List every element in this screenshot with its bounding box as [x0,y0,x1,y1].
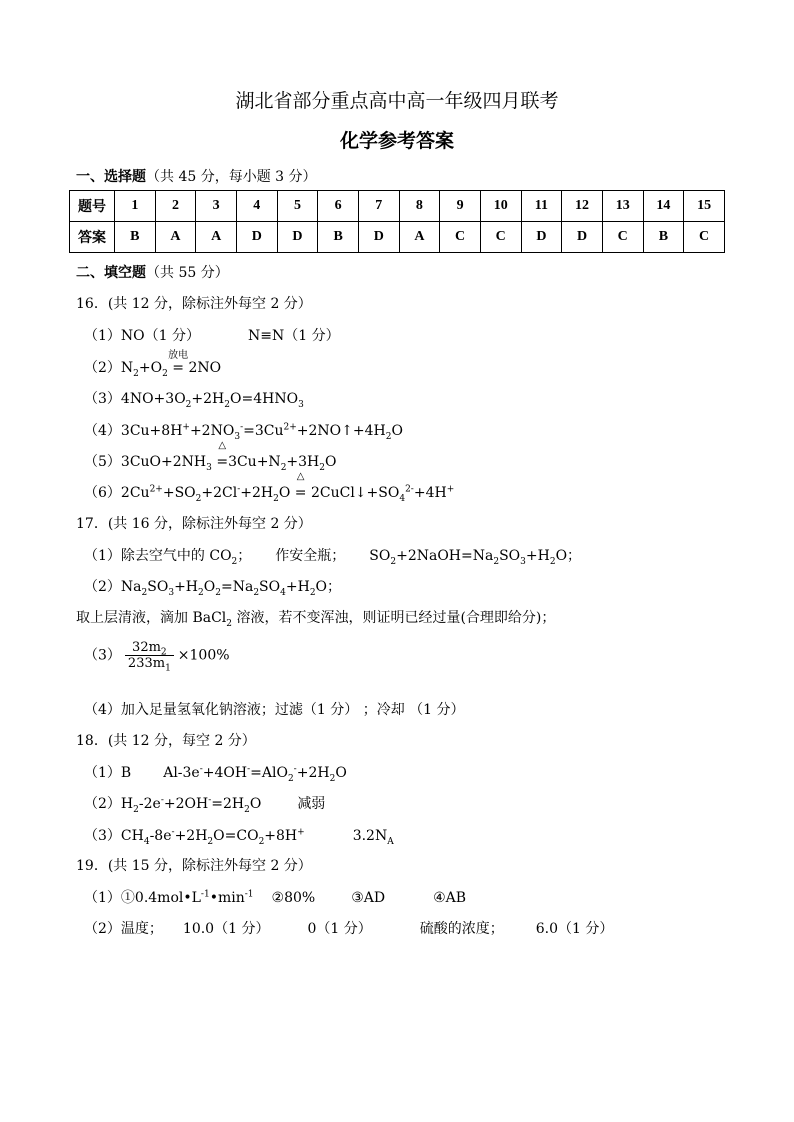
q18-3-right: 3.2N [352,828,388,844]
condition-equals: 放电 = [168,360,189,376]
question-number: 6 [318,191,359,222]
fraction [125,640,174,674]
q16-answer-2: $(2)N_2+O_2$ 放电 = 2NO [84,357,221,377]
q16-heading: 16．(共 12 分，除标注外每空 2 分） [76,296,312,312]
section-choice-title: 一、选择题 [76,169,146,185]
answer-table-row-label: 答案 [70,222,115,253]
q16-answer-3: $(3)4NO+3O_2+2H_2O=4HNO_3$ [84,391,304,410]
fraction-numerator: $32m_2$ [125,640,174,656]
answer-cell: C [480,222,521,253]
heat-symbol: △ [218,440,227,451]
numerator-text: 32m [132,640,161,655]
q19-1-unit2: •min [209,890,245,906]
q17-2-prefix: （2） [84,579,121,595]
answer-cell: A [399,222,440,253]
q18-heading: 18．(共 12 分，每空 2 分） [76,733,256,749]
q17-heading: 17．(共 16 分，除标注外每空 2 分） [76,516,312,532]
q17-1-b: 作安全瓶； [275,548,346,564]
q16-answer-1 [84,325,340,345]
section-fill-title: 二、填空题 [76,265,146,281]
answer-cell: B [643,222,684,253]
question-number: 14 [643,191,684,222]
question-number: 12 [562,191,603,222]
answer-cell: B [318,222,359,253]
answer-cell: D [277,222,318,253]
q19-1-d: ④AB [433,890,467,906]
question-number: 9 [440,191,481,222]
q16-1-right: N≡N（1 分） [248,328,340,344]
q17-3-suffix: ×100% [177,647,230,664]
condition-discharge: 放电 [168,350,189,361]
q17-answer-4: （4）加入足量氢氧化钠溶液；过滤（1 分） ；冷却 （1 分） [84,702,465,718]
section-choice-note: （共 45 分，每小题 3 分） [146,169,317,185]
q16-answer-5: $(5)3CuO+2NH_3$ △ $=3Cu+N_2+3H_2O$ [84,440,337,473]
q19-2-a: （2）温度； [84,921,163,937]
q16-4-prefix: （4） [84,423,121,439]
page-subtitle: 化学参考答案 [339,130,454,152]
answer-cell: A [155,222,196,253]
question-number: 15 [684,191,725,222]
q16-2-prefix: （2） [84,360,121,376]
section-choice-heading [76,166,317,186]
heat-symbol: △ [296,471,305,482]
question-number: 4 [236,191,277,222]
q19-2-c: 0（1 分） [307,921,372,937]
q18-answer-2: $(2)H_2-2e^-+2OH^-=2H_2O$ 减弱 [84,795,326,815]
answer-cell: A [196,222,237,253]
q17-answer-3 [84,640,230,674]
q16-3-prefix: （3） [84,391,121,407]
answer-table-number-row [70,191,725,222]
fraction-denominator: $233m_1$ [127,656,171,674]
section-fill-heading [76,262,229,282]
q16-5-prefix: （5） [84,454,121,470]
question-number: 3 [196,191,237,222]
q19-2-e: 6.0（1 分） [535,921,614,937]
q18-answer-1: （1）B $Al-3e^-+4OH^-=AlO_2^-+2H_2O$ [84,764,347,784]
answer-cell: C [440,222,481,253]
denominator-text: 233m [127,656,166,671]
question-number: 2 [155,191,196,222]
q19-1-b: ②80% [271,890,316,906]
q16-answer-6: $(6)2Cu^{2+}+SO_2+2Cl^-+2H_2O$ △ = $2CuCl↓+SO_4^{2-}+4H^+$ [84,471,455,504]
q19-1-prefix: （1）①0.4mol•L [84,890,201,906]
answer-cell: D [358,222,399,253]
answer-cell: C [684,222,725,253]
question-number: 1 [115,191,156,222]
q18-answer-3: $(3)CH_4-8e^-+2H_2O=CO_2+8H^+$ $3.2N_A$ [84,827,394,847]
q17-answer-1: （1）除去空气中的 $CO_2$； 作安全瓶； $SO_2+2NaOH=Na_2SO_3+H_2O$； [84,548,582,567]
condition-equals: △ = [216,440,229,470]
answer-cell: B [115,222,156,253]
question-number: 10 [480,191,521,222]
q18-2-right: 减弱 [297,796,326,812]
condition-equals: △ = [294,471,307,501]
q16-1-left: （1）NO（1 分） [84,328,200,344]
q17-3-prefix: （3） [84,647,121,664]
q18-1-prefix: （1）B [84,765,132,781]
answer-table-answer-row [70,222,725,253]
q17-answer-2-detail: 取上层清液，滴加 BaCl$_2$ 溶液，若不变浑浊，则证明已经过量(合理即给分)； [76,610,556,629]
q19-answer-1: $(1)①0.4mol•L^{-1}•\min^{-1}$ ②80% ③AD ④AB [84,889,467,906]
answer-table [69,190,725,253]
q19-1-c: ③AD [351,890,386,906]
q17-2-detail-a: 取上层清液，滴加 BaCl [76,610,227,626]
q18-3-prefix: （3） [84,828,121,844]
q17-answer-2: $(2)Na_2SO_3+H_2O_2=Na_2SO_4+H_2O$； [84,579,342,598]
q16-6-prefix: （6） [84,485,121,501]
q19-answer-2 [84,918,613,938]
q16-answer-4: $(4)3Cu+8H^++2NO_3^-=3Cu^{2+}+2NO↑+4H_2O$ [84,422,403,442]
answer-cell: D [521,222,562,253]
question-number: 8 [399,191,440,222]
question-number: 11 [521,191,562,222]
q18-2-prefix: （2） [84,796,121,812]
q19-2-d: 硫酸的浓度； [419,921,504,937]
q19-heading: 19．(共 15 分，除标注外每空 2 分） [76,858,312,874]
q17-2-detail-b: 溶液，若不变浑浊，则证明已经过量(合理即给分)； [236,610,556,626]
q19-2-b: 10.0（1 分） [182,921,270,937]
question-number: 13 [602,191,643,222]
answer-cell: D [236,222,277,253]
answer-cell: C [602,222,643,253]
page-title: 湖北省部分重点高中高一年级四月联考 [235,90,559,112]
question-number: 5 [277,191,318,222]
question-number: 7 [358,191,399,222]
q17-1-a: （1）除去空气中的 CO [84,548,232,564]
answer-table-row-label: 题号 [70,191,115,222]
section-fill-note: （共 55 分） [146,265,229,281]
answer-cell: D [562,222,603,253]
